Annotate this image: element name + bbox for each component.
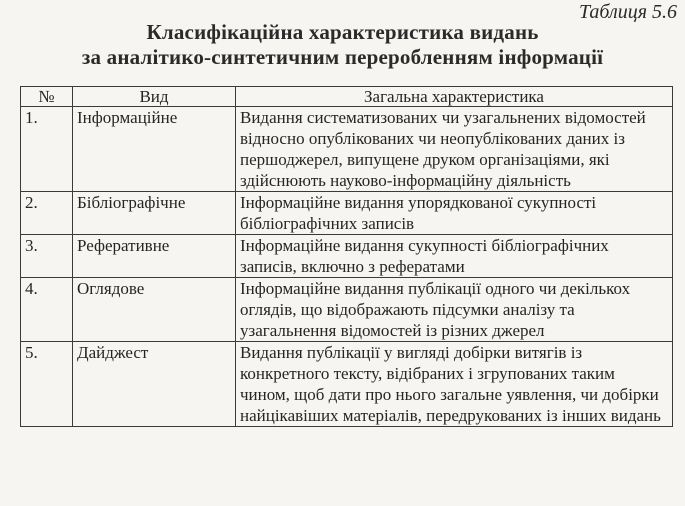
title-line-2: за аналітико-синтетичним переробленням інформації [81,45,604,69]
row-number: 1. [21,107,73,192]
row-description: Інформаційне видання упорядкованої сукупності бібліографічних записів [236,192,673,235]
table-row [21,192,673,235]
header-kind: Вид [73,87,236,107]
row-kind: Бібліографічне [73,192,236,235]
table-title [0,20,685,70]
row-description: Інформаційне видання публікації одного чи декількох оглядів, що відображають підсумки аналізу та узагальнення відомостей із різних джерел [236,278,673,342]
row-number: 3. [21,235,73,278]
table-row [21,278,673,342]
title-line-1: Класифікаційна характеристика видань [146,20,539,44]
row-kind: Реферативне [73,235,236,278]
row-kind: Оглядове [73,278,236,342]
row-description: Інформаційне видання сукупності бібліографічних записів, включно з рефератами [236,235,673,278]
table-row [21,107,673,192]
table-number: Таблиця 5.6 [579,1,677,23]
row-kind: Дайджест [73,342,236,427]
row-description: Видання публікації у вигляді добірки витягів із конкретного тексту, відібраних і згрупованих таким чином, щоб дати про нього загальне уявлення, чи добірки найцікавіших матеріалів, передрукованих із інших видань [236,342,673,427]
table-header-row [21,87,673,107]
table-row [21,342,673,427]
row-kind: Інформаційне [73,107,236,192]
header-number: № [21,87,73,107]
row-description: Видання систематизованих чи узагальнених відомостей відносно опублікованих чи неопублікованих даних із першоджерел, випущене друком організаціями, які здійснюють науково-інформаційну діяльність [236,107,673,192]
table-row [21,235,673,278]
classification-table [20,86,673,427]
row-number: 2. [21,192,73,235]
row-number: 4. [21,278,73,342]
row-number: 5. [21,342,73,427]
header-description: Загальна характеристика [236,87,673,107]
